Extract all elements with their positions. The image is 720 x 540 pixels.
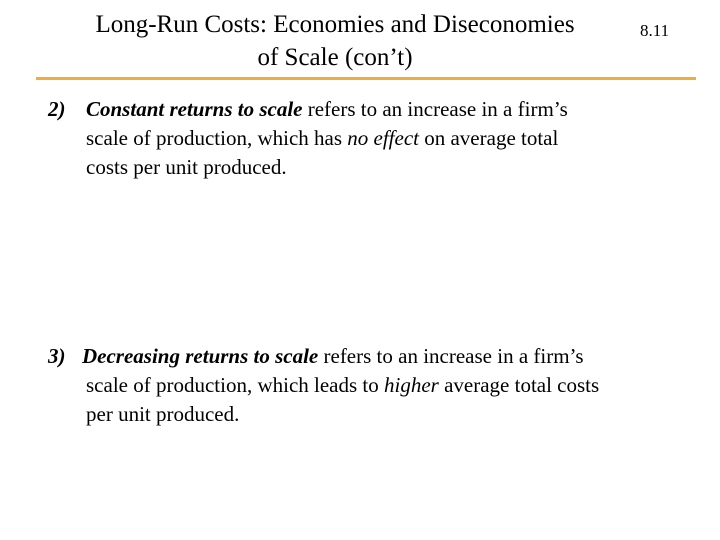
point-term: Decreasing returns to scale — [82, 344, 319, 368]
point-marker: 3) — [48, 344, 66, 368]
point-term: Constant returns to scale — [86, 97, 303, 121]
point-line — [48, 95, 688, 124]
point-text: refers to an increase in a firm’s — [302, 97, 568, 121]
point-line — [48, 371, 698, 400]
slide-title — [40, 8, 630, 74]
slide-title-line-2: of Scale (con’t) — [257, 44, 413, 71]
point-text: refers to an increase in a firm’s — [318, 344, 584, 368]
point-marker: 2) — [48, 97, 66, 121]
point-text: on average total — [418, 126, 559, 150]
point-emphasis: higher — [384, 373, 439, 397]
point-text: scale of production, which has — [86, 126, 348, 150]
point-line: per unit produced. — [86, 402, 240, 426]
slide-number: 8.11 — [640, 21, 670, 40]
point-text: average total costs — [438, 373, 600, 397]
point-emphasis: no effect — [347, 126, 419, 150]
point-text: scale of production, which leads to — [86, 373, 384, 397]
point-line — [48, 124, 688, 153]
point-line: costs per unit produced. — [86, 155, 287, 179]
point-line — [48, 342, 698, 371]
slide-title-line-1: Long-Run Costs: Economies and Diseconomies — [95, 11, 575, 38]
point-constant-returns — [48, 95, 688, 182]
point-decreasing-returns — [48, 342, 698, 429]
title-divider — [36, 77, 696, 80]
